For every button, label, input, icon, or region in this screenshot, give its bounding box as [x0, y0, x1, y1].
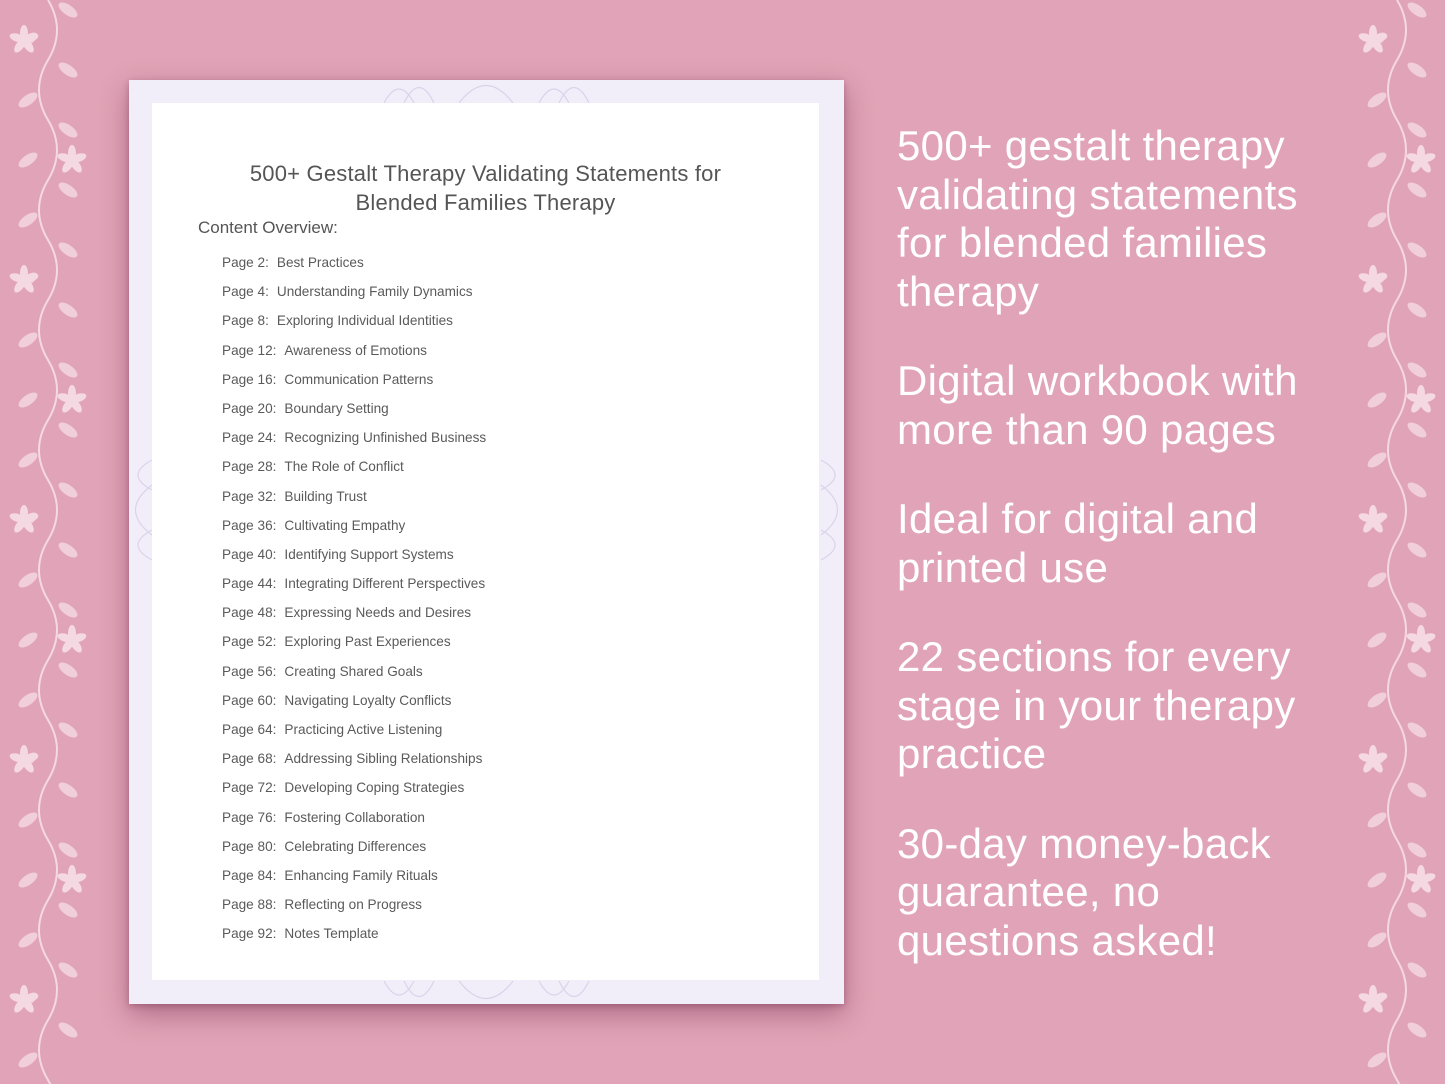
vine-flower: [1357, 505, 1388, 534]
toc-section-title: Boundary Setting: [284, 400, 389, 416]
feature-sections: [897, 633, 1327, 779]
vine-leaf: [1365, 150, 1389, 171]
feature-line: guarantee, no: [897, 868, 1161, 915]
floral-vine-right: [1349, 0, 1445, 1084]
vine-flower: [8, 985, 39, 1014]
feature-statement-count: [897, 122, 1327, 316]
toc-item: [222, 664, 486, 693]
feature-line: questions asked!: [897, 916, 1218, 964]
vine-leaf: [1405, 600, 1429, 621]
vine-flower: [56, 145, 87, 174]
toc-section-title: Best Practices: [276, 255, 364, 270]
vine-leaf: [56, 300, 80, 321]
toc-section-title: The Role of Conflict: [284, 459, 404, 475]
toc-item: [222, 459, 486, 488]
feature-usage: [897, 495, 1327, 592]
vine-flower: [56, 385, 87, 414]
toc-section-title: Cultivating Empathy: [284, 517, 406, 533]
toc-item: [222, 255, 486, 284]
vine-leaf: [16, 150, 40, 171]
toc-section-title: Communication Patterns: [284, 371, 434, 387]
toc-item: [222, 576, 486, 605]
toc-page-number: Page 92:: [222, 926, 277, 942]
vine-leaf: [1365, 1050, 1389, 1071]
feature-line: 500+ gestalt therapy: [897, 122, 1285, 169]
vine-flower: [1357, 25, 1388, 54]
vine-flower: [1357, 265, 1388, 294]
vine-leaf: [1365, 450, 1389, 471]
toc-page-number: Page 52:: [222, 634, 277, 650]
toc-page-number: Page 48:: [222, 605, 277, 621]
toc-page-number: Page 20:: [222, 400, 277, 416]
toc-section-title: Expressing Needs and Desires: [284, 605, 472, 621]
vine-leaf: [1405, 480, 1429, 501]
toc-item: [222, 518, 486, 547]
vine-leaf: [16, 210, 40, 231]
vine-leaf: [1405, 360, 1429, 381]
vine-leaf: [1405, 900, 1429, 921]
floral-vine-right-graphic: [1349, 0, 1445, 1084]
feature-line: more than 90 pages: [897, 405, 1276, 453]
vine-leaf: [56, 60, 80, 81]
toc-item: [222, 926, 486, 955]
feature-line: Ideal for digital and: [897, 495, 1259, 542]
vine-flower: [8, 745, 39, 774]
toc-item: [222, 693, 486, 722]
toc-page-number: Page 72:: [222, 780, 277, 796]
floral-vine-left-graphic: [0, 0, 96, 1084]
toc-page-number: Page 60:: [222, 692, 277, 708]
toc-section-title: Creating Shared Goals: [284, 663, 423, 679]
toc-section-title: Building Trust: [284, 488, 367, 504]
feature-line: for blended families: [897, 219, 1268, 266]
toc-item: [222, 868, 486, 897]
toc-section-title: Recognizing Unfinished Business: [284, 430, 487, 446]
toc-item: [222, 489, 486, 518]
workbook-page: [152, 103, 819, 980]
toc-section-title: Integrating Different Perspectives: [284, 576, 486, 592]
vine-leaf: [56, 780, 80, 801]
toc-section-title: Celebrating Differences: [284, 838, 427, 854]
vine-leaf: [56, 600, 80, 621]
vine-flower: [8, 265, 39, 294]
vine-leaf: [1405, 60, 1429, 81]
feature-line: stage in your therapy: [897, 681, 1296, 729]
vine-leaf: [56, 360, 80, 381]
toc-section-title: Practicing Active Listening: [284, 722, 443, 737]
vine-leaf: [1365, 930, 1389, 951]
feature-list: [897, 122, 1327, 1006]
toc-item: [222, 343, 486, 372]
toc-item: [222, 780, 486, 809]
toc-section-title: Fostering Collaboration: [284, 809, 425, 825]
toc-section-title: Enhancing Family Rituals: [284, 867, 438, 883]
vine-flower: [8, 25, 39, 54]
vine-leaf: [1365, 390, 1389, 411]
feature-line: Digital workbook with: [897, 357, 1298, 404]
toc-item: [222, 401, 486, 430]
vine-leaf: [16, 570, 40, 591]
vine-leaf: [56, 660, 80, 681]
toc-section-title: Exploring Past Experiences: [284, 634, 451, 650]
toc-page-number: Page 80:: [222, 838, 277, 854]
vine-flower: [1405, 625, 1436, 654]
toc-section-title: Notes Template: [284, 926, 379, 942]
vine-leaf: [1405, 120, 1429, 141]
vine-leaf: [1405, 240, 1429, 261]
toc-page-number: Page 28:: [222, 459, 277, 475]
vine-leaf: [56, 960, 80, 981]
feature-page-count: [897, 357, 1327, 454]
vine-leaf: [16, 450, 40, 471]
feature-line: 22 sections for every: [897, 633, 1291, 680]
vine-leaf: [16, 90, 40, 111]
toc-page-number: Page 44:: [222, 576, 277, 592]
vine-leaf: [16, 330, 40, 351]
toc-page-number: Page 88:: [222, 897, 277, 913]
vine-leaf: [1365, 330, 1389, 351]
vine-leaf: [16, 930, 40, 951]
vine-flower: [1405, 145, 1436, 174]
vine-leaf: [1405, 180, 1429, 201]
vine-flower: [56, 865, 87, 894]
vine-leaf: [1405, 840, 1429, 861]
vine-stem: [1388, 0, 1406, 1084]
toc-item: [222, 313, 486, 342]
vine-leaf: [1365, 870, 1389, 891]
toc-page-number: Page 2:: [222, 255, 269, 270]
toc-item: [222, 810, 486, 839]
toc-page-number: Page 12:: [222, 342, 277, 358]
toc-item: [222, 751, 486, 780]
vine-stem: [39, 0, 57, 1084]
feature-line: validating statements: [897, 170, 1298, 218]
vine-leaf: [56, 240, 80, 261]
toc-section-title: Awareness of Emotions: [284, 342, 427, 358]
vine-leaf: [1405, 660, 1429, 681]
toc-page-number: Page 36:: [222, 517, 277, 533]
toc-page-number: Page 24:: [222, 430, 277, 446]
table-of-contents: [222, 255, 486, 956]
vine-leaf: [1405, 780, 1429, 801]
vine-leaf: [1365, 210, 1389, 231]
vine-leaf: [16, 630, 40, 651]
toc-page-number: Page 16:: [222, 371, 277, 387]
vine-leaf: [1405, 300, 1429, 321]
vine-flower: [56, 625, 87, 654]
vine-leaf: [56, 0, 80, 20]
toc-section-title: Navigating Loyalty Conflicts: [284, 692, 452, 708]
toc-section-title: Reflecting on Progress: [284, 897, 422, 913]
vine-flower: [1357, 745, 1388, 774]
vine-leaf: [16, 1050, 40, 1071]
feature-guarantee: [897, 820, 1327, 966]
vine-leaf: [56, 120, 80, 141]
vine-leaf: [1405, 420, 1429, 441]
content-overview-heading: Content Overview:: [198, 218, 338, 237]
vine-leaf: [56, 1020, 80, 1041]
feature-line: 30-day money-back: [897, 819, 1271, 867]
vine-leaf: [1405, 540, 1429, 561]
feature-line: printed use: [897, 543, 1109, 591]
toc-page-number: Page 40:: [222, 546, 277, 562]
vine-leaf: [1405, 0, 1429, 20]
vine-leaf: [56, 840, 80, 861]
vine-leaf: [56, 900, 80, 921]
vine-leaf: [1365, 570, 1389, 591]
toc-page-number: Page 4:: [222, 284, 269, 300]
toc-page-number: Page 32:: [222, 488, 277, 504]
vine-leaf: [1365, 810, 1389, 831]
toc-page-number: Page 64:: [222, 722, 277, 737]
toc-section-title: Identifying Support Systems: [284, 546, 454, 562]
vine-leaf: [56, 720, 80, 741]
vine-leaf: [56, 540, 80, 561]
vine-leaf: [56, 480, 80, 501]
toc-item: [222, 284, 486, 313]
vine-leaf: [1365, 690, 1389, 711]
toc-section-title: Understanding Family Dynamics: [276, 284, 473, 300]
vine-leaf: [16, 390, 40, 411]
vine-leaf: [16, 690, 40, 711]
vine-leaf: [56, 180, 80, 201]
vine-flower: [1357, 985, 1388, 1014]
toc-item: [222, 547, 486, 576]
workbook-title-line: Blended Families Therapy: [355, 190, 616, 215]
toc-item: [222, 430, 486, 459]
toc-item: [222, 897, 486, 926]
floral-vine-left: [0, 0, 96, 1084]
toc-item: [222, 372, 486, 401]
feature-line: practice: [897, 730, 1047, 777]
toc-item: [222, 839, 486, 868]
toc-page-number: Page 8:: [222, 313, 269, 329]
vine-leaf: [1365, 90, 1389, 111]
toc-page-number: Page 76:: [222, 809, 277, 825]
vine-leaf: [1405, 1020, 1429, 1041]
workbook-title: [192, 159, 779, 217]
workbook-title-line: 500+ Gestalt Therapy Validating Statements for: [249, 161, 722, 186]
toc-section-title: Addressing Sibling Relationships: [284, 751, 483, 767]
toc-section-title: Exploring Individual Identities: [276, 313, 453, 329]
vine-leaf: [16, 870, 40, 891]
vine-leaf: [1365, 630, 1389, 651]
toc-item: [222, 722, 486, 751]
toc-page-number: Page 84:: [222, 867, 277, 883]
vine-flower: [1405, 865, 1436, 894]
vine-leaf: [16, 810, 40, 831]
vine-leaf: [56, 420, 80, 441]
toc-page-number: Page 68:: [222, 751, 277, 767]
vine-flower: [8, 505, 39, 534]
feature-line: therapy: [897, 267, 1040, 315]
toc-section-title: Developing Coping Strategies: [284, 780, 465, 796]
vine-leaf: [1405, 720, 1429, 741]
toc-item: [222, 634, 486, 663]
toc-page-number: Page 56:: [222, 663, 277, 679]
workbook-page-preview: [129, 80, 844, 1004]
vine-leaf: [1405, 960, 1429, 981]
vine-flower: [1405, 385, 1436, 414]
toc-item: [222, 605, 486, 634]
